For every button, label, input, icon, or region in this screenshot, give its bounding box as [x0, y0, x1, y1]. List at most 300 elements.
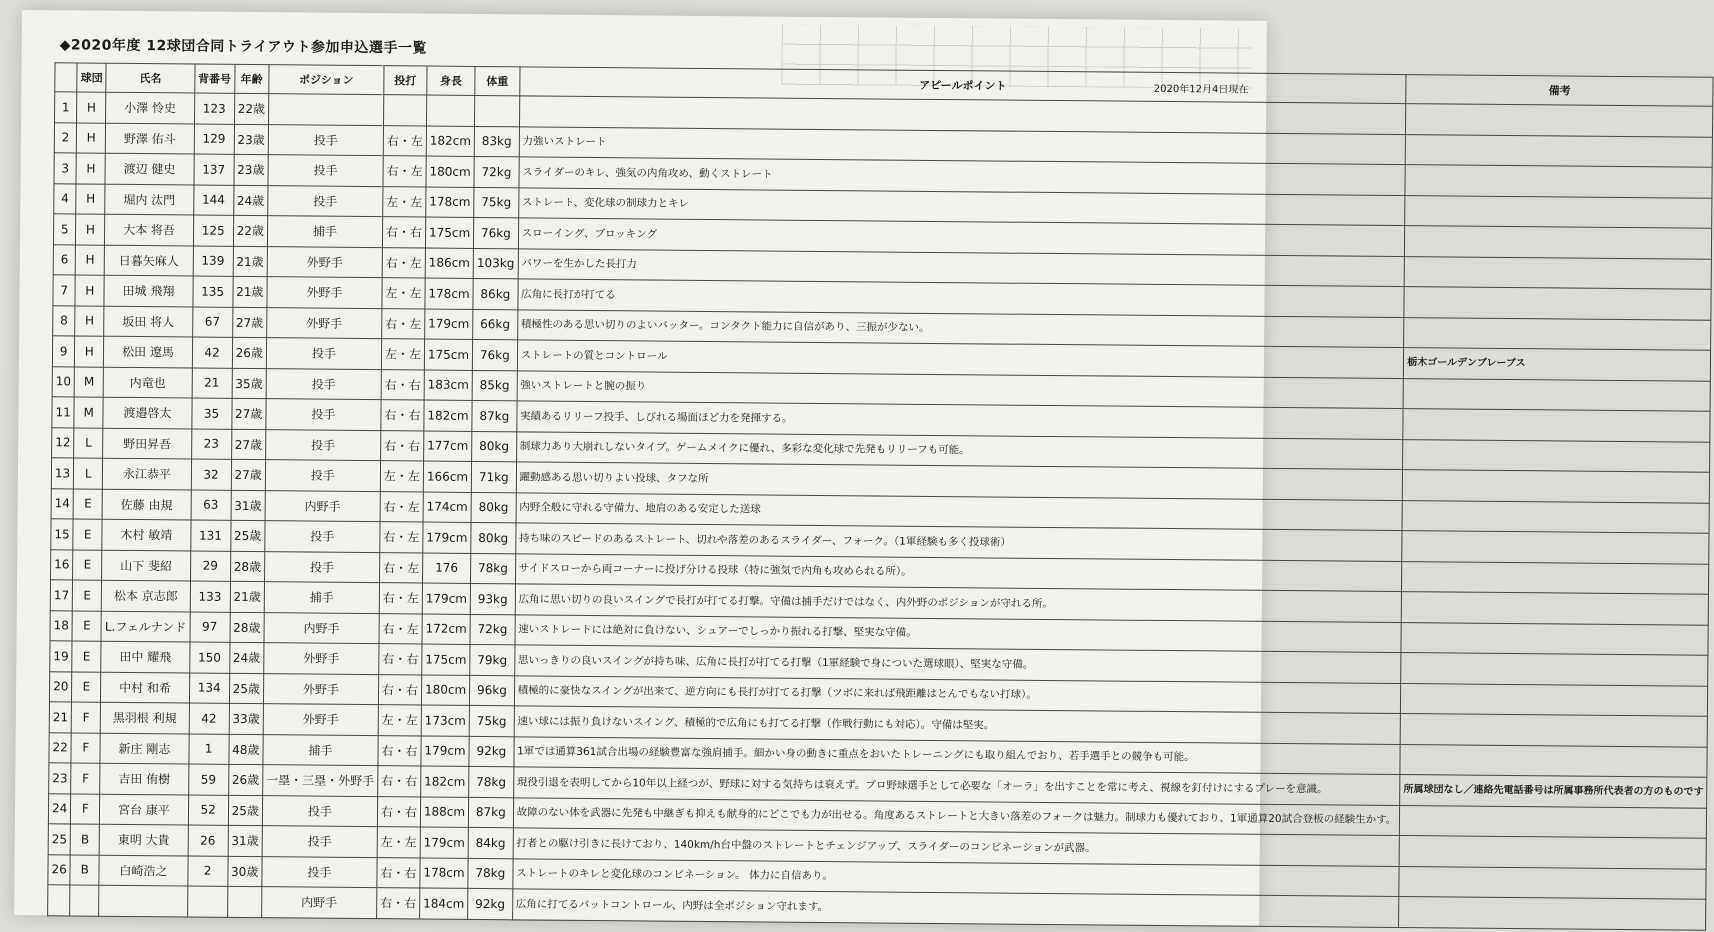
cell-team: H — [77, 92, 106, 123]
cell-height: 179cm — [420, 827, 468, 858]
cell-name: 吉田 侑樹 — [100, 763, 189, 794]
cell-name: 木村 敏靖 — [102, 519, 191, 550]
cell-name: 小澤 怜史 — [106, 92, 195, 123]
cell-no: 3 — [54, 153, 77, 184]
cell-weight: 93kg — [470, 583, 515, 614]
cell-age: 26歳 — [228, 764, 263, 795]
cell-no: 11 — [52, 397, 75, 428]
cell-weight: 78kg — [471, 553, 516, 584]
cell-name: 山下 斐紹 — [102, 550, 191, 581]
header-team: 球団 — [77, 63, 106, 92]
cell-team: L — [74, 427, 103, 458]
cell-no: 8 — [53, 305, 76, 336]
document-title: ◆2020年度 12球団合同トライアウト参加申込選手一覧 — [59, 37, 427, 57]
cell-team: E — [73, 519, 102, 550]
cell-age: 24歳 — [229, 642, 264, 673]
cell-bats-throws: 右・左 — [380, 522, 423, 553]
cell-bats-throws: 右・右 — [378, 735, 421, 766]
cell-team: B — [70, 854, 99, 885]
cell-position: 外野手 — [263, 673, 378, 705]
cell-name: 黒羽根 利規 — [100, 702, 189, 733]
cell-position: 捕手 — [264, 582, 379, 614]
cell-height — [426, 95, 474, 126]
cell-no: 13 — [51, 458, 74, 489]
cell-no — [48, 885, 71, 916]
cell-appeal: 打者との駆け引きに長けており、140km/h台中盤のストレートとチェンジアップ、スライダーのコンビネーションが武器。 — [513, 828, 1400, 866]
cell-name: 渡邉啓太 — [103, 397, 192, 428]
cell-appeal: ストレート、変化球の制球力とキレ — [518, 187, 1405, 225]
cell-note — [1401, 683, 1708, 716]
cell-note — [1399, 836, 1706, 869]
cell-bats-throws: 右・左 — [383, 156, 426, 187]
cell-appeal: パワーを生かした長打力 — [518, 248, 1405, 286]
cell-number: 42 — [189, 703, 229, 734]
document-sheet — [14, 10, 1704, 926]
cell-height: 179cm — [421, 736, 469, 767]
cell-position: 投手 — [262, 856, 377, 888]
cell-appeal: 思いっきりの良いスイングが持ち味、広角に長打が打てる打撃（1軍経験で身についた選球眼）、堅実な守備。 — [514, 645, 1401, 683]
cell-bats-throws — [383, 95, 426, 126]
cell-note — [1405, 226, 1712, 259]
cell-note — [1404, 317, 1711, 350]
cell-note: 栃木ゴールデンブレーブス — [1404, 348, 1711, 381]
cell-appeal: ストレートのキレと変化球のコンビネーション。 体力に自信あり。 — [512, 858, 1399, 896]
cell-bats-throws: 左・左 — [380, 461, 423, 492]
cell-position: 外野手 — [264, 643, 379, 675]
cell-no: 4 — [54, 183, 77, 214]
cell-position: 外野手 — [267, 277, 382, 309]
cell-number: 123 — [194, 93, 234, 124]
cell-weight: 103kg — [473, 248, 518, 279]
cell-weight: 96kg — [470, 675, 515, 706]
header-weight: 体重 — [475, 66, 520, 95]
cell-age: 25歳 — [230, 520, 265, 551]
cell-age: 28歳 — [230, 612, 265, 643]
cell-number: 59 — [188, 764, 228, 795]
cell-team: H — [76, 153, 105, 184]
cell-team: H — [77, 122, 106, 153]
cell-age: 21歳 — [230, 581, 265, 612]
cell-height: 182cm — [421, 766, 469, 797]
cell-team: L — [74, 458, 103, 489]
cell-appeal: 1軍では通算361試合出場の経験豊富な強肩捕手。細かい身の動きに重点をおいたトレーニングにも取り組んでおり、若手選手との競争も可能。 — [514, 736, 1401, 774]
cell-number: 63 — [191, 489, 231, 520]
cell-weight: 92kg — [468, 888, 513, 919]
cell-bats-throws: 左・左 — [381, 339, 424, 370]
cell-team: F — [71, 702, 100, 733]
cell-position: 内野手 — [265, 490, 380, 522]
cell-note — [1399, 897, 1706, 930]
cell-height: 175cm — [425, 217, 473, 248]
cell-bats-throws: 右・右 — [376, 888, 419, 919]
cell-position: 捕手 — [267, 216, 382, 248]
cell-weight: 75kg — [474, 187, 519, 218]
cell-position: 投手 — [266, 399, 381, 431]
cell-age: 25歳 — [228, 795, 263, 826]
cell-height: 175cm — [424, 339, 472, 370]
table-body — [48, 92, 1713, 930]
cell-weight: 80kg — [472, 431, 517, 462]
cell-note — [1402, 500, 1709, 533]
cell-team: F — [71, 763, 100, 794]
tryout-roster-table — [47, 62, 1714, 930]
cell-number: 35 — [191, 398, 231, 429]
cell-no: 2 — [54, 122, 77, 153]
cell-no: 19 — [50, 641, 73, 672]
cell-appeal: 積極性のある思い切りのよいバッター。コンタクト能力に自信があり、三振が少ない。 — [517, 309, 1404, 347]
cell-number: 1 — [189, 733, 229, 764]
cell-weight: 92kg — [469, 736, 514, 767]
cell-position: 投手 — [268, 124, 383, 156]
cell-bats-throws: 右・左 — [379, 613, 422, 644]
cell-position: 投手 — [266, 338, 381, 370]
cell-age: 28歳 — [230, 551, 265, 582]
cell-position: 投手 — [268, 155, 383, 187]
cell-team: M — [74, 366, 103, 397]
cell-appeal: 持ち味のスピードのあるストレート、切れや落差のあるスライダー、フォーク。（1軍経験も多く投球術） — [515, 523, 1402, 561]
cell-name: 田城 飛翔 — [104, 275, 193, 306]
cell-no: 22 — [49, 732, 72, 763]
cell-note — [1404, 256, 1711, 289]
cell-number: 150 — [189, 642, 229, 673]
cell-number: 23 — [191, 428, 231, 459]
cell-number: 125 — [193, 215, 233, 246]
cell-height: 177cm — [423, 431, 471, 462]
cell-bats-throws: 右・右 — [382, 217, 425, 248]
cell-bats-throws: 右・右 — [379, 644, 422, 675]
cell-no: 16 — [51, 549, 74, 580]
cell-no: 26 — [48, 854, 71, 885]
cell-position: 内野手 — [261, 887, 376, 919]
cell-number: 133 — [190, 581, 230, 612]
cell-name: 永江恭平 — [103, 458, 192, 489]
cell-height: 176 — [422, 553, 470, 584]
cell-age: 21歳 — [233, 276, 268, 307]
cell-height: 178cm — [425, 278, 473, 309]
cell-appeal: 実績あるリリーフ投手、しびれる場面ほど力を発揮する。 — [516, 401, 1403, 439]
cell-position — [268, 94, 383, 126]
cell-name: 内竜也 — [103, 367, 192, 398]
header-name: 氏名 — [106, 63, 195, 93]
cell-note — [1401, 592, 1708, 625]
cell-weight — [475, 95, 520, 126]
cell-weight: 72kg — [470, 614, 515, 645]
cell-no: 20 — [49, 671, 72, 702]
header-height: 身長 — [427, 66, 475, 95]
cell-bats-throws: 左・左 — [377, 827, 420, 858]
cell-team — [70, 885, 99, 916]
cell-no: 7 — [53, 275, 76, 306]
cell-name: 松本 京志郎 — [102, 580, 191, 611]
cell-no: 9 — [52, 336, 75, 367]
cell-bats-throws: 右・右 — [377, 796, 420, 827]
cell-appeal: 広角に長打が打てる — [518, 279, 1405, 317]
cell-no: 24 — [48, 793, 71, 824]
cell-note — [1400, 805, 1707, 838]
cell-note — [1401, 653, 1708, 686]
cell-note — [1403, 409, 1710, 442]
cell-age: 25歳 — [229, 673, 264, 704]
cell-weight: 66kg — [473, 309, 518, 340]
cell-appeal: スライダーのキレ、強気の内角攻め、動くストレート — [519, 157, 1406, 195]
cell-bats-throws: 右・左 — [380, 491, 423, 522]
cell-team: H — [75, 275, 104, 306]
cell-age: 35歳 — [232, 368, 267, 399]
cell-height: 174cm — [423, 492, 471, 523]
cell-age: 21歳 — [233, 246, 268, 277]
cell-appeal: ストレートの質とコントロール — [517, 340, 1404, 378]
cell-team: E — [73, 488, 102, 519]
cell-note — [1406, 104, 1713, 137]
cell-appeal: 広角に打てるバットコントロール、内野は全ポジション守れます。 — [512, 889, 1399, 927]
cell-number: 29 — [190, 550, 230, 581]
cell-position: 内野手 — [264, 612, 379, 644]
document-date: 2020年12月4日現在 — [1153, 83, 1249, 96]
cell-number: 144 — [193, 185, 233, 216]
cell-number — [187, 886, 227, 917]
cell-age: 27歳 — [232, 307, 267, 338]
cell-no: 6 — [53, 244, 76, 275]
cell-no: 23 — [49, 763, 72, 794]
header-age: 年齢 — [234, 64, 269, 93]
cell-no: 5 — [53, 214, 76, 245]
cell-bats-throws: 右・左 — [379, 583, 422, 614]
cell-position: 投手 — [264, 551, 379, 583]
cell-bats-throws: 右・右 — [377, 857, 420, 888]
cell-position: 投手 — [266, 368, 381, 400]
cell-team: B — [70, 824, 99, 855]
cell-team: F — [71, 793, 100, 824]
cell-team: M — [74, 397, 103, 428]
cell-no: 12 — [52, 427, 75, 458]
cell-position: 投手 — [268, 185, 383, 217]
cell-position: 外野手 — [263, 704, 378, 736]
cell-no: 1 — [55, 92, 78, 123]
cell-weight: 78kg — [469, 766, 514, 797]
cell-bats-throws: 右・右 — [381, 400, 424, 431]
cell-no: 15 — [51, 519, 74, 550]
cell-name: 大本 将吾 — [105, 214, 194, 245]
cell-note — [1401, 622, 1708, 655]
cell-height: 182cm — [424, 400, 472, 431]
cell-bats-throws: 左・左 — [382, 278, 425, 309]
cell-position: 捕手 — [263, 734, 378, 766]
cell-team: E — [73, 549, 102, 580]
cell-height: 179cm — [425, 309, 473, 340]
cell-team: H — [75, 336, 104, 367]
cell-height: 166cm — [423, 461, 471, 492]
cell-name: 白崎浩之 — [99, 855, 188, 886]
cell-weight: 72kg — [474, 156, 519, 187]
cell-no: 21 — [49, 702, 72, 733]
cell-age: 31歳 — [231, 490, 266, 521]
header-position: ポジション — [269, 65, 384, 95]
cell-name: 日暮矢麻人 — [104, 245, 193, 276]
cell-weight: 86kg — [473, 278, 518, 309]
header-note: 備考 — [1406, 75, 1713, 107]
cell-name: 堀内 汰門 — [105, 184, 194, 215]
cell-bats-throws: 右・右 — [378, 674, 421, 705]
cell-name: 野澤 佑斗 — [106, 123, 195, 154]
cell-height: 180cm — [421, 675, 469, 706]
cell-position: 投手 — [265, 460, 380, 492]
cell-position: 投手 — [265, 429, 380, 461]
cell-height: 179cm — [422, 583, 470, 614]
cell-age: 22歳 — [233, 215, 268, 246]
cell-note — [1403, 439, 1710, 472]
cell-height: 175cm — [422, 644, 470, 675]
cell-appeal: 内野全般に守れる守備力、地肩のある安定した送球 — [516, 492, 1403, 530]
cell-appeal: スローイング、ブロッキング — [518, 218, 1405, 256]
cell-height: 178cm — [420, 858, 468, 889]
cell-team: H — [75, 244, 104, 275]
cell-number: 97 — [190, 611, 230, 642]
cell-number: 2 — [187, 855, 227, 886]
cell-name: 中村 和希 — [101, 672, 190, 703]
cell-name: L.フェルナンド — [101, 611, 190, 642]
cell-team: E — [72, 671, 101, 702]
cell-bats-throws: 右・左 — [383, 125, 426, 156]
cell-team: E — [72, 610, 101, 641]
cell-note — [1404, 287, 1711, 320]
cell-height: 179cm — [423, 522, 471, 553]
cell-appeal: 速いストレートには絶対に負けない、シュアーでしっかり振れる打撃、堅実な守備。 — [515, 614, 1402, 652]
cell-age: 26歳 — [232, 337, 267, 368]
cell-appeal: 速い球には振り負けないスイング、積極的で広角にも打てる打撃（作戦行動にも対応）。守備は堅実。 — [514, 706, 1401, 744]
cell-note — [1402, 531, 1709, 564]
cell-note — [1403, 378, 1710, 411]
cell-no: 17 — [50, 580, 73, 611]
cell-weight: 87kg — [472, 400, 517, 431]
cell-height: 188cm — [420, 797, 468, 828]
cell-height: 182cm — [426, 126, 474, 157]
cell-bats-throws: 右・左 — [379, 552, 422, 583]
cell-appeal: 力強いストレート — [519, 126, 1406, 164]
cell-weight: 78kg — [468, 858, 513, 889]
cell-weight: 87kg — [468, 797, 513, 828]
cell-bats-throws: 右・右 — [380, 430, 423, 461]
cell-position: 外野手 — [267, 246, 382, 278]
cell-weight: 75kg — [469, 705, 514, 736]
cell-number: 131 — [190, 520, 230, 551]
cell-appeal: 躍動感ある思い切りよい投球、タフな所 — [516, 462, 1403, 500]
cell-note — [1400, 744, 1707, 777]
cell-age: 33歳 — [229, 703, 264, 734]
cell-age: 24歳 — [233, 185, 268, 216]
cell-name: 松田 遼馬 — [104, 336, 193, 367]
cell-appeal: 現役引退を表明してから10年以上経つが、野球に対する気持ちは衰えず。プロ野球選手として必要な「オーラ」を出すことを常に考え、視線を釘付けにするプレーを意識。 — [513, 767, 1400, 805]
cell-bats-throws: 左・左 — [383, 186, 426, 217]
cell-no: 18 — [50, 610, 73, 641]
cell-note — [1405, 165, 1712, 198]
cell-appeal: 制球力あり大崩れしないタイプ。ゲームメイクに優れ、多彩な変化球で先発もリリーフも可能。 — [516, 431, 1403, 469]
cell-bats-throws: 右・左 — [382, 247, 425, 278]
cell-name: 宮台 康平 — [100, 794, 189, 825]
cell-position: 一塁・三塁・外野手 — [263, 765, 378, 797]
cell-age — [227, 886, 262, 917]
cell-age: 27歳 — [231, 429, 266, 460]
cell-weight: 83kg — [474, 126, 519, 157]
cell-height: 178cm — [426, 187, 474, 218]
header-bats-throws: 投打 — [384, 66, 427, 95]
cell-age: 27歳 — [231, 398, 266, 429]
header-appeal: アピールポイント — [519, 67, 1406, 104]
cell-team: H — [75, 305, 104, 336]
cell-number: 135 — [193, 276, 233, 307]
cell-height: 172cm — [422, 614, 470, 645]
cell-number: 137 — [194, 154, 234, 185]
cell-weight: 85kg — [472, 370, 517, 401]
cell-name: 佐藤 由規 — [102, 489, 191, 520]
cell-appeal: 広角に思い切りの良いスイングで長打が打てる打撃。守備は捕手だけではなく、内外野のポジションが守れる所。 — [515, 584, 1402, 622]
cell-number: 21 — [192, 367, 232, 398]
cell-note — [1400, 714, 1707, 747]
cell-name: 新庄 剛志 — [100, 733, 189, 764]
cell-name: 田中 耀飛 — [101, 641, 190, 672]
cell-team: E — [72, 641, 101, 672]
cell-name: 野田昇吾 — [103, 428, 192, 459]
cell-name: 渡辺 健史 — [105, 153, 194, 184]
cell-appeal: サイドスローから両コーナーに投げ分ける投球（特に強気で内角も攻められる所）。 — [515, 553, 1402, 591]
cell-appeal: 故障のない体を武器に先発も中継ぎも抑えも献身的にどこでも力が出せる。角度あるストレートと大きい落差のフォークは魅力。制球力も優れており、1軍通算20試合登板の経験生かす。 — [513, 797, 1400, 835]
cell-appeal: 強いストレートと腕の振り — [517, 370, 1404, 408]
cell-weight: 76kg — [472, 339, 517, 370]
cell-number: 67 — [192, 306, 232, 337]
cell-height: 186cm — [425, 248, 473, 279]
cell-weight: 71kg — [471, 461, 516, 492]
cell-no: 25 — [48, 824, 71, 855]
cell-position: 投手 — [265, 521, 380, 553]
cell-note — [1399, 866, 1706, 899]
cell-age: 23歳 — [234, 124, 269, 155]
cell-weight: 80kg — [471, 492, 516, 523]
header-no — [55, 63, 78, 92]
cell-number: 32 — [191, 459, 231, 490]
cell-height: 183cm — [424, 370, 472, 401]
cell-age: 31歳 — [228, 825, 263, 856]
cell-note: 所属球団なし／連絡先電話番号は所属事務所代表者の方のものです — [1400, 775, 1707, 808]
cell-weight: 84kg — [468, 827, 513, 858]
cell-note — [1403, 470, 1710, 503]
cell-height: 180cm — [426, 156, 474, 187]
cell-weight: 76kg — [474, 217, 519, 248]
cell-bats-throws: 右・右 — [381, 369, 424, 400]
cell-team: H — [76, 183, 105, 214]
cell-number: 42 — [192, 337, 232, 368]
cell-number: 26 — [188, 825, 228, 856]
cell-weight: 79kg — [470, 644, 515, 675]
cell-position: 投手 — [262, 826, 377, 858]
cell-age: 22歳 — [234, 93, 269, 124]
cell-no: 10 — [52, 366, 75, 397]
cell-team: F — [71, 732, 100, 763]
cell-note — [1405, 195, 1712, 228]
cell-position: 投手 — [262, 795, 377, 827]
cell-weight: 80kg — [471, 522, 516, 553]
cell-height: 173cm — [421, 705, 469, 736]
cell-bats-throws: 右・左 — [382, 308, 425, 339]
cell-bats-throws: 右・右 — [378, 766, 421, 797]
cell-number: 129 — [194, 124, 234, 155]
cell-no: 14 — [51, 488, 74, 519]
cell-age: 30歳 — [227, 856, 262, 887]
cell-appeal: 積極的に豪快なスイングが出来て、逆方向にも長打が打てる打撃（ツボに来れば飛距離はとんでもない打球）。 — [514, 675, 1401, 713]
cell-number: 134 — [189, 672, 229, 703]
cell-name: 東明 大貴 — [99, 824, 188, 855]
cell-height: 184cm — [419, 888, 467, 919]
cell-note — [1402, 561, 1709, 594]
cell-name: 坂田 将人 — [104, 306, 193, 337]
